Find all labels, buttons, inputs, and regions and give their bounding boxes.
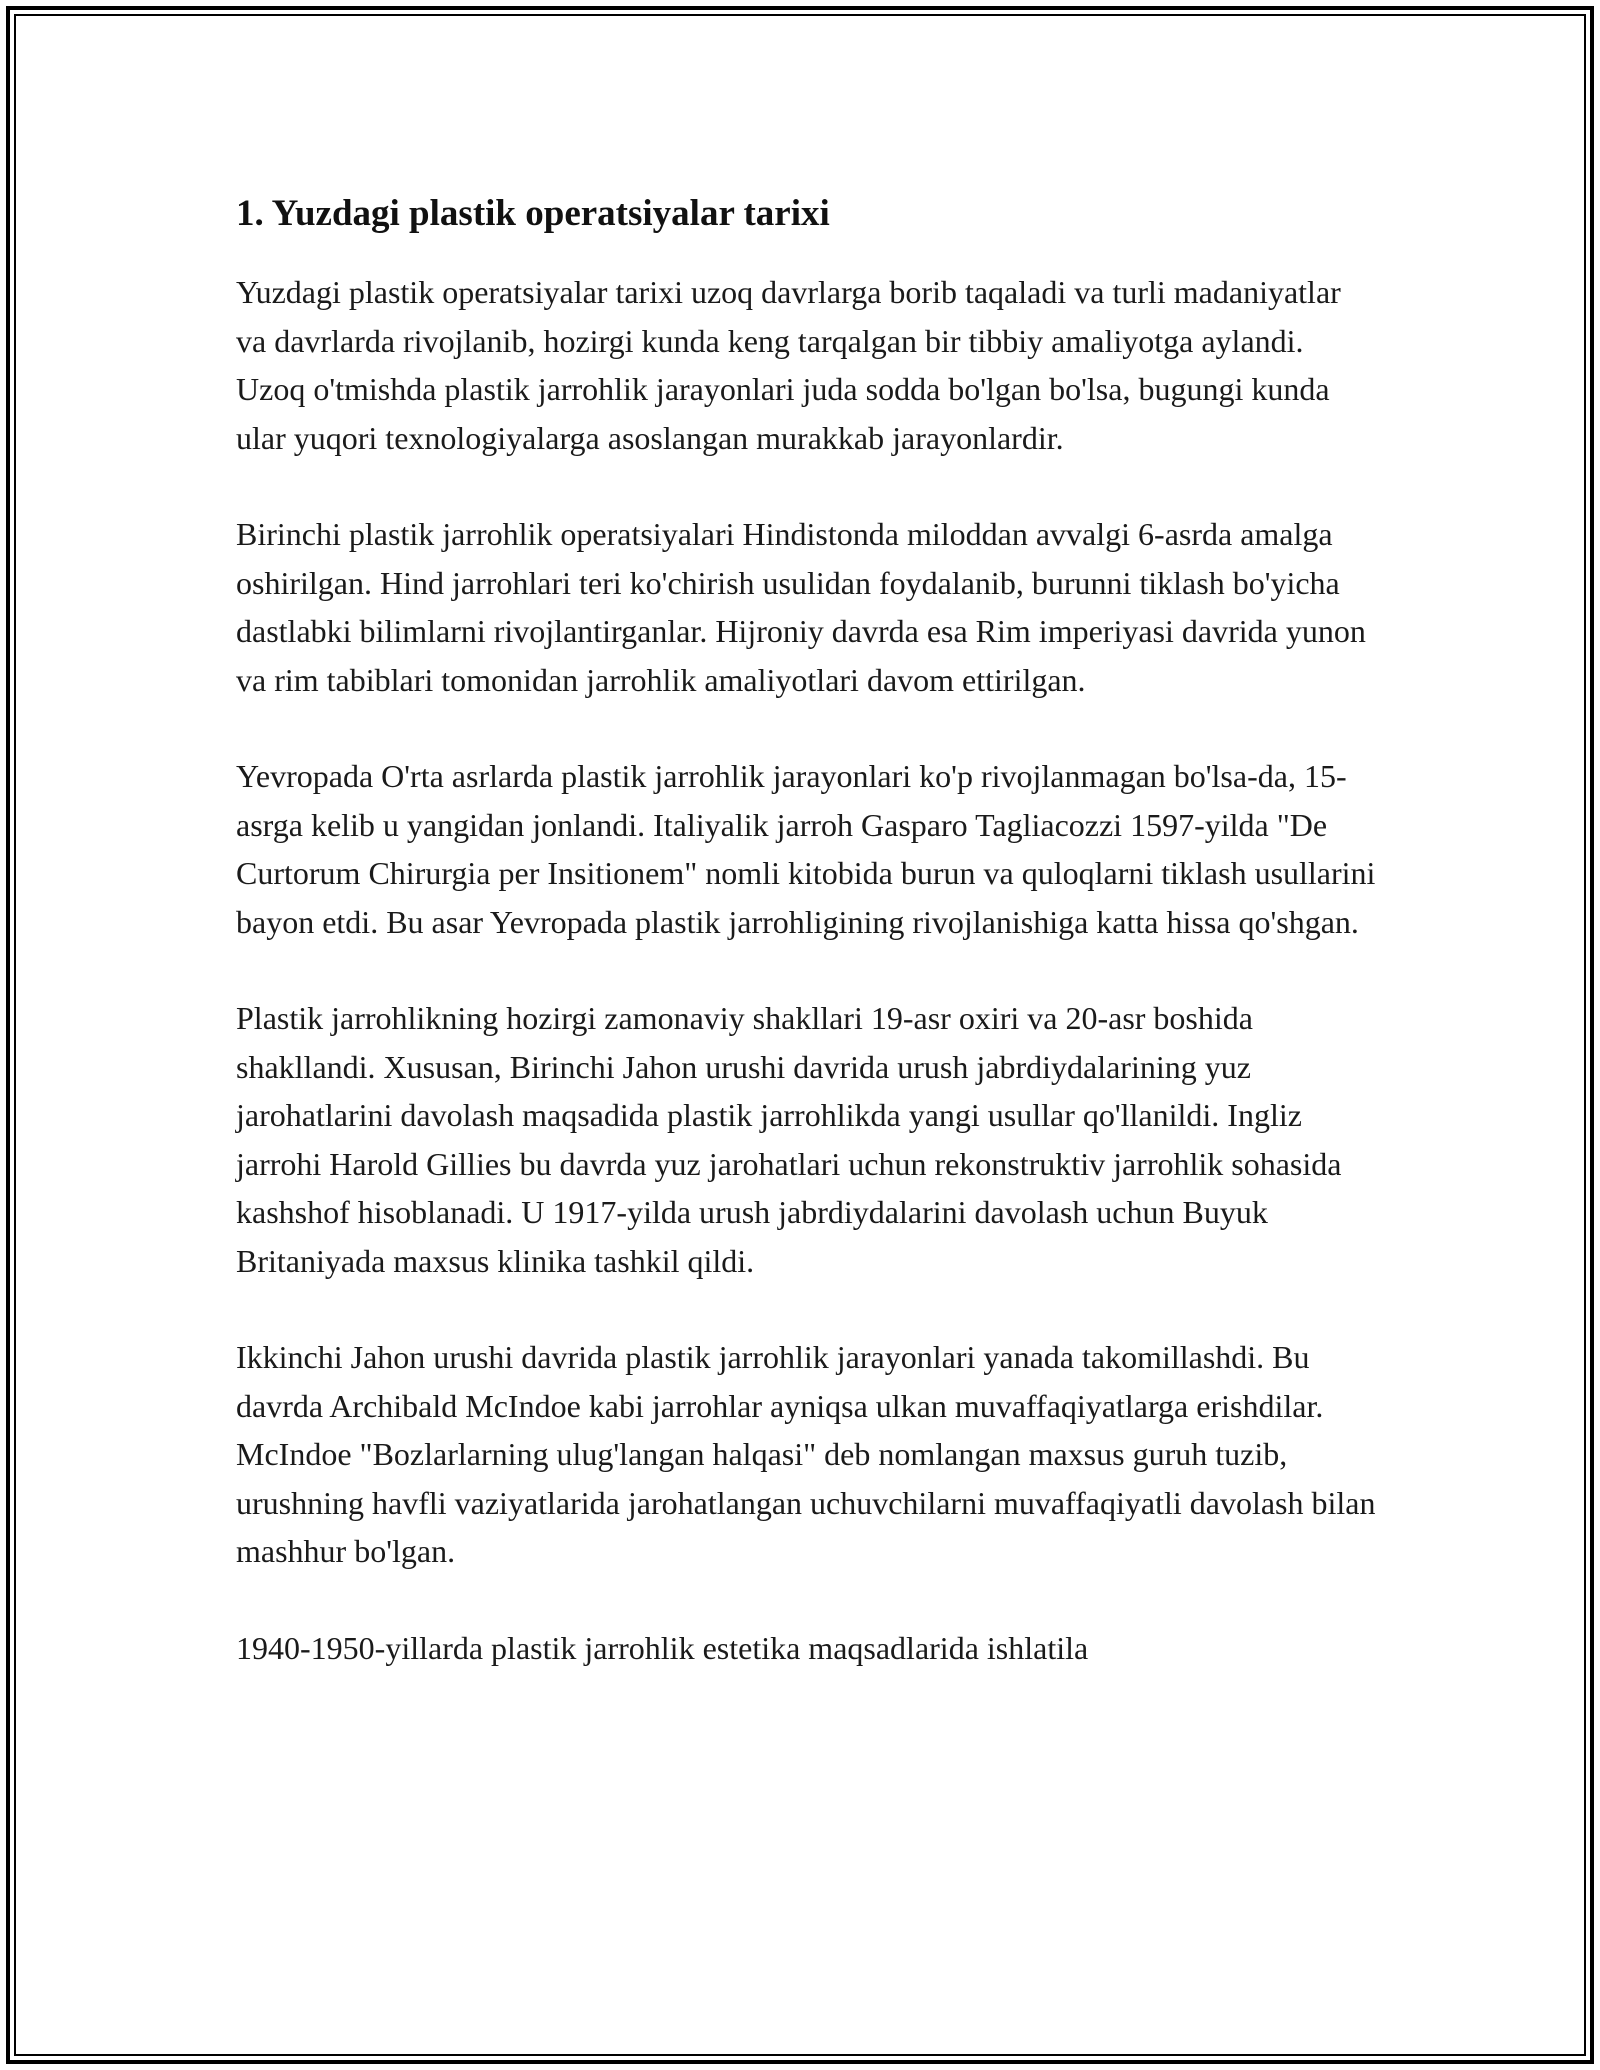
paragraph: Birinchi plastik jarrohlik operatsiyalari Hindistonda miloddan avvalgi 6-asrda amalga oshirilgan. Hind jarrohlari teri ko'chirish usulidan foydalanib, burunni tiklash bo'yicha dastlabki bilimlarni rivojlantirganlar. Hijroniy davrda esa Rim imperiyasi davrida yunon va rim tabiblari tomonidan jarrohlik amaliyotlari davom ettirilgan. bbox=[236, 516, 1366, 698]
section-title: 1. Yuzdagi plastik operatsiyalar tarixi bbox=[236, 193, 830, 234]
paragraph: Yevropada O'rta asrlarda plastik jarrohlik jarayonlari ko'p rivojlanmagan bo'lsa-da, 15-asrga kelib u yangidan jonlandi. Italiyalik jarroh Gasparo Tagliacozzi 1597-yilda "De Curtorum Chirurgia per Insitionem" nomli kitobida burun va quloqlarni tiklash usullarini bayon etdi. Bu asar Yevropada plastik jarrohligining rivojlanishiga katta hissa qo'shgan. bbox=[236, 758, 1376, 940]
paragraph: Ikkinchi Jahon urushi davrida plastik jarrohlik jarayonlari yanada takomillashdi. Bu davrda Archibald McIndoe kabi jarrohlar ayniqsa ulkan muvaffaqiyatlarga erishdilar. McIndoe "Bozlarlarning ulug'langan halqasi" deb nomlangan maxsus guruh tuzib, urushning havfli vaziyatlarida jarohatlangan uchuvchilarni muvaffaqiyatli davolash bilan mashhur bo'lgan. bbox=[236, 1339, 1376, 1569]
paragraph: 1940-1950-yillarda plastik jarrohlik estetika maqsadlarida ishlatila bbox=[236, 1629, 1089, 1666]
document-body bbox=[236, 188, 1376, 1720]
paragraph: Plastik jarrohlikning hozirgi zamonaviy shakllari 19-asr oxiri va 20-asr boshida shakllandi. Xususan, Birinchi Jahon urushi davrida urush jabrdiydalarining yuz jarohatlarini davolash maqsadida plastik jarrohlikda yangi usullar qo'llanildi. Ingliz jarrohi Harold Gillies bu davrda yuz jarohatlari uchun rekonstruktiv jarrohlik sohasida kashshof hisoblanadi. U 1917-yilda urush jabrdiydalarini davolash uchun Buyuk Britaniyada maxsus klinika tashkil qildi. bbox=[236, 1000, 1342, 1279]
paragraph: Yuzdagi plastik operatsiyalar tarixi uzoq davrlarga borib taqaladi va turli madaniyatlar va davrlarda rivojlanib, hozirgi kunda keng tarqalgan bir tibbiy amaliyotga aylandi. Uzoq o'tmishda plastik jarrohlik jarayonlari juda sodda bo'lgan bo'lsa, bugungi kunda ular yuqori texnologiyalarga asoslangan murakkab jarayonlardir. bbox=[236, 274, 1341, 456]
